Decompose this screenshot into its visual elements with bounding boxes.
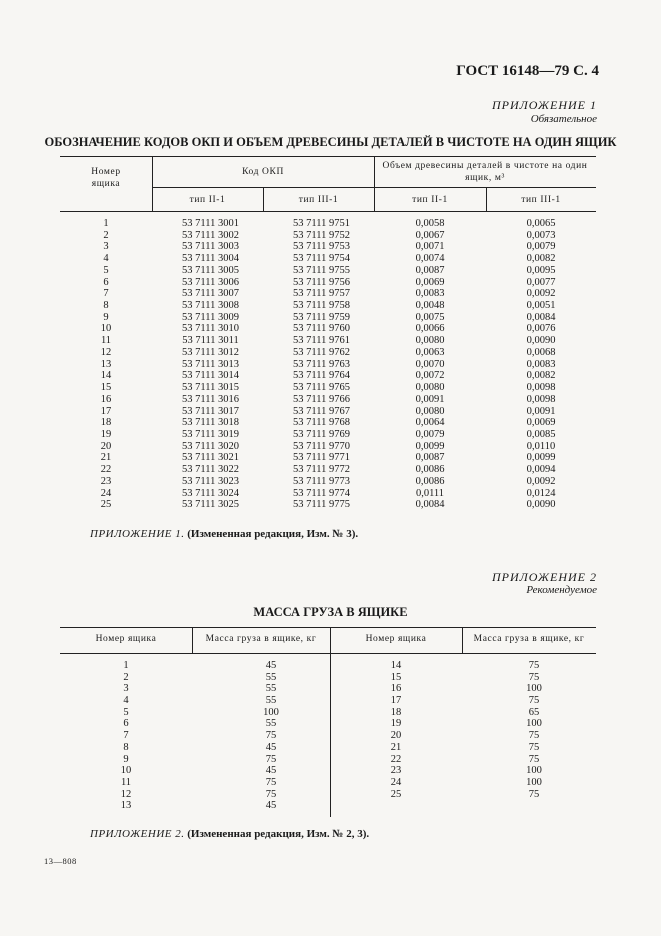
- table-cell: 53 7111 3010: [182, 323, 239, 335]
- document-reference: ГОСТ 16148—79 С. 4: [456, 63, 599, 79]
- table-cell: 100: [526, 765, 542, 777]
- table-cell: 10: [120, 765, 132, 777]
- table-cell: 53 7111 9758: [293, 300, 350, 312]
- table-cell: 0,0084: [526, 311, 556, 323]
- header-wood-volume: [374, 160, 596, 184]
- table-cell: 10: [100, 323, 112, 335]
- table-cell: 53 7111 9763: [293, 358, 350, 370]
- table-cell: 0,0094: [526, 464, 556, 476]
- subheader-okp-type3: тип III-1: [298, 195, 339, 205]
- table-cell: 18: [100, 417, 112, 429]
- column-mass-right: [462, 660, 596, 800]
- table-cell: 19: [390, 718, 402, 730]
- table-cell: 100: [526, 718, 542, 730]
- appendix-2-title: МАССА ГРУЗА В ЯЩИКЕ: [253, 605, 408, 619]
- table-cell: 0,0048: [415, 300, 445, 312]
- table-cell: 53 7111 9771: [293, 452, 350, 464]
- table-cell: 5: [103, 264, 109, 276]
- table-cell: 0,0099: [526, 452, 556, 464]
- table-cell: 7: [103, 288, 109, 300]
- subheader-volume-type3: тип III-1: [521, 195, 561, 205]
- table-cell: 23: [100, 475, 112, 487]
- table-cell: 75: [528, 741, 540, 753]
- table-cell: 0,0079: [526, 241, 556, 253]
- page-footer-mark: 13—808: [44, 856, 77, 866]
- subheader-okp-type2: тип II-1: [189, 195, 226, 205]
- table-cell: 25: [390, 788, 402, 800]
- table-cell: 53 7111 9773: [293, 475, 350, 487]
- appendix-2-status: Рекомендуемое: [526, 584, 597, 596]
- table-cell: 23: [390, 765, 402, 777]
- table-cell: 53 7111 3021: [182, 452, 239, 464]
- table-cell: 100: [263, 706, 279, 718]
- table-cell: 16: [100, 393, 112, 405]
- table-cell: 0,0087: [415, 264, 445, 276]
- table-cell: 13: [100, 358, 112, 370]
- note-text: (Измененная редакция, Изм. № 2, 3).: [187, 828, 370, 840]
- header-cell: ящик, м³: [465, 173, 505, 183]
- table-cell: 53 7111 3003: [182, 241, 239, 253]
- table-cell: 53 7111 3017: [182, 405, 239, 417]
- table-cell: 53 7111 3006: [182, 276, 239, 288]
- table-cell: 75: [528, 730, 540, 742]
- table-cell: 15: [390, 671, 402, 683]
- table-cell: 0,0083: [415, 288, 445, 300]
- table-cell: 0,0099: [415, 440, 445, 452]
- table-cell: 75: [265, 753, 277, 765]
- table-cell: 14: [100, 370, 112, 382]
- table-cell: 53 7111 9761: [293, 335, 350, 347]
- table-cell: 53 7111 3024: [182, 487, 239, 499]
- table-cell: 0,0098: [526, 393, 556, 405]
- header-box-number: [60, 166, 152, 190]
- subheader-volume-type2: тип II-1: [412, 195, 448, 205]
- column-box-number: [60, 218, 152, 511]
- table-cell: 13: [120, 800, 132, 812]
- table-cell: 53 7111 3018: [182, 417, 239, 429]
- table-cell: 53 7111 3020: [182, 440, 239, 452]
- table-cell: 53 7111 3013: [182, 358, 239, 370]
- table-cell: 4: [123, 695, 129, 707]
- table-rule: [60, 653, 596, 654]
- table-cell: 6: [103, 276, 109, 288]
- note-label: ПРИЛОЖЕНИЕ 1.: [90, 528, 185, 540]
- header-cell: ящика: [91, 179, 121, 189]
- column-mass-left: [192, 660, 330, 812]
- table-cell: 22: [390, 753, 402, 765]
- table-rule: [60, 627, 596, 628]
- appendix-2-note: [90, 828, 369, 840]
- table-cell: 53 7111 3012: [182, 346, 239, 358]
- header-cell: Номер: [91, 167, 121, 177]
- table-cell: 0,0063: [415, 346, 445, 358]
- table-cell: 19: [100, 428, 112, 440]
- table-cell: 53 7111 9759: [293, 311, 350, 323]
- table-cell: 0,0087: [415, 452, 445, 464]
- column-volume-type3: [486, 218, 596, 511]
- table-cell: 0,0082: [526, 370, 556, 382]
- table-cell: 0,0071: [415, 241, 445, 253]
- table-cell: 0,0083: [526, 358, 556, 370]
- table-cell: 53 7111 9774: [293, 487, 350, 499]
- table-cell: 0,0080: [415, 405, 445, 417]
- table-cell: 0,0095: [526, 264, 556, 276]
- table-cell: 15: [100, 382, 112, 394]
- table-cell: 2: [103, 229, 109, 241]
- table-cell: 75: [528, 660, 540, 671]
- table-cell: 53 7111 3016: [182, 393, 239, 405]
- table-cell: 18: [390, 706, 402, 718]
- appendix-1-label: ПРИЛОЖЕНИЕ 1: [492, 98, 597, 112]
- table-cell: 100: [526, 776, 542, 788]
- table-cell: 9: [123, 753, 129, 765]
- table-cell: 0,0124: [526, 487, 556, 499]
- column-okp-type2: [152, 218, 263, 511]
- table-cell: 75: [265, 730, 277, 742]
- table-cell: 8: [103, 300, 109, 312]
- table-cell: 0,0084: [415, 499, 445, 511]
- table-cell: 0,0069: [526, 417, 556, 429]
- table-cell: 75: [265, 788, 277, 800]
- table-cell: 0,0111: [415, 487, 445, 499]
- table-cell: 53 7111 9767: [293, 405, 350, 417]
- table-cell: 45: [265, 741, 277, 753]
- table-cell: 53 7111 9757: [293, 288, 350, 300]
- table-cell: 0,0077: [526, 276, 556, 288]
- table-cell: 1: [123, 660, 129, 671]
- table-cell: 53 7111 9768: [293, 417, 350, 429]
- table-cell: 0,0070: [415, 358, 445, 370]
- table-cell: 53 7111 9769: [293, 428, 350, 440]
- table-cell: 55: [265, 683, 277, 695]
- table-cell: 6: [123, 718, 129, 730]
- table-cell: 53 7111 9762: [293, 346, 350, 358]
- table-cell: 65: [528, 706, 540, 718]
- table-cell: 53 7111 9756: [293, 276, 350, 288]
- table-cell: 55: [265, 695, 277, 707]
- table-cell: 0,0090: [526, 335, 556, 347]
- table-cell: 2: [123, 671, 129, 683]
- table-cell: 53 7111 3022: [182, 464, 239, 476]
- table-cell: 0,0066: [415, 323, 445, 335]
- table-cell: 0,0074: [415, 253, 445, 265]
- header-box-number-right: Номер ящика: [365, 634, 427, 644]
- table-cell: 7: [123, 730, 129, 742]
- table-cell: 8: [123, 741, 129, 753]
- table-cell: 3: [123, 683, 129, 695]
- table-rule: [60, 156, 596, 157]
- table-cell: 21: [390, 741, 402, 753]
- table-cell: 53 7111 9766: [293, 393, 350, 405]
- table-cell: 53 7111 3009: [182, 311, 239, 323]
- header-mass-right: Масса груза в ящике, кг: [473, 634, 585, 644]
- table-cell: 0,0076: [526, 323, 556, 335]
- table-cell: 0,0067: [415, 229, 445, 241]
- appendix-2-label: ПРИЛОЖЕНИЕ 2: [492, 570, 597, 584]
- table-cell: 45: [265, 765, 277, 777]
- table-cell: 0,0051: [526, 300, 556, 312]
- table-cell: 0,0091: [415, 393, 445, 405]
- table-cell: 12: [120, 788, 132, 800]
- header-mass-left: Масса груза в ящике, кг: [205, 634, 317, 644]
- table-cell: 0,0073: [526, 229, 556, 241]
- table-cell: 0,0075: [415, 311, 445, 323]
- header-box-number-left: Номер ящика: [95, 634, 157, 644]
- column-okp-type3: [263, 218, 374, 511]
- table-cell: 53 7111 3025: [182, 499, 239, 511]
- table-cell: 75: [528, 695, 540, 707]
- table-cell: 53 7111 3015: [182, 382, 239, 394]
- table-cell: 9: [103, 311, 109, 323]
- table-cell: 53 7111 9770: [293, 440, 350, 452]
- table-cell: 0,0068: [526, 346, 556, 358]
- table-cell: 100: [526, 683, 542, 695]
- table-cell: 0,0090: [526, 499, 556, 511]
- appendix-1-title: ОБОЗНАЧЕНИЕ КОДОВ ОКП И ОБЪЕМ ДРЕВЕСИНЫ ДЕТАЛЕЙ В ЧИСТОТЕ НА ОДИН ЯЩИК: [44, 135, 617, 149]
- table-cell: 0,0086: [415, 475, 445, 487]
- table-cell: 0,0082: [526, 253, 556, 265]
- table-cell: 53 7111 9764: [293, 370, 350, 382]
- column-box-number-left: [60, 660, 192, 812]
- table-cell: 0,0091: [526, 405, 556, 417]
- table-cell: 53 7111 9755: [293, 264, 350, 276]
- table-cell: 0,0085: [526, 428, 556, 440]
- table-cell: 75: [265, 776, 277, 788]
- table-cell: 25: [100, 499, 112, 511]
- table-cell: 75: [528, 671, 540, 683]
- table-cell: 53 7111 9752: [293, 229, 350, 241]
- header-okp-code: Код ОКП: [242, 167, 284, 177]
- table-cell: 0,0080: [415, 382, 445, 394]
- table-cell: 4: [103, 253, 109, 265]
- table-cell: 53 7111 9751: [293, 218, 350, 229]
- table-cell: 53 7111 3014: [182, 370, 239, 382]
- table-cell: 0,0080: [415, 335, 445, 347]
- table-cell: 53 7111 9754: [293, 253, 350, 265]
- note-text: (Измененная редакция, Изм. № 3).: [187, 528, 359, 540]
- table-cell: 53 7111 3002: [182, 229, 239, 241]
- column-volume-type2: [374, 218, 486, 511]
- table-cell: 53 7111 3004: [182, 253, 239, 265]
- table-cell: 0,0086: [415, 464, 445, 476]
- table-cell: 53 7111 3007: [182, 288, 239, 300]
- table-cell: 20: [100, 440, 112, 452]
- table-cell: 1: [103, 218, 109, 229]
- table-cell: 0,0092: [526, 475, 556, 487]
- header-cell: Объем древесины деталей в чистоте на один: [382, 161, 588, 171]
- table-cell: 75: [528, 753, 540, 765]
- table-cell: 53 7111 9775: [293, 499, 350, 511]
- table-cell: 45: [265, 800, 277, 812]
- table-cell: 53 7111 9760: [293, 323, 350, 335]
- table-cell: 14: [390, 660, 402, 671]
- table-cell: 5: [123, 706, 129, 718]
- table-cell: 22: [100, 464, 112, 476]
- table-cell: 16: [390, 683, 402, 695]
- table-cell: 53 7111 3008: [182, 300, 239, 312]
- table-cell: 17: [390, 695, 402, 707]
- table-cell: 53 7111 9753: [293, 241, 350, 253]
- table-cell: 55: [265, 671, 277, 683]
- table-cell: 75: [528, 788, 540, 800]
- table-cell: 17: [100, 405, 112, 417]
- table-cell: 0,0098: [526, 382, 556, 394]
- table-cell: 53 7111 3001: [182, 218, 239, 229]
- table-cell: 45: [265, 660, 277, 671]
- column-box-number-right: [330, 660, 462, 800]
- table-cell: 53 7111 9765: [293, 382, 350, 394]
- note-label: ПРИЛОЖЕНИЕ 2.: [90, 828, 185, 840]
- table-cell: 0,0065: [526, 218, 556, 229]
- table-cell: 3: [103, 241, 109, 253]
- table-cell: 55: [265, 718, 277, 730]
- table-cell: 53 7111 9772: [293, 464, 350, 476]
- table-cell: 53 7111 3005: [182, 264, 239, 276]
- appendix-1-note: [90, 528, 358, 540]
- table-cell: 53 7111 3011: [182, 335, 239, 347]
- table-cell: 0,0058: [415, 218, 445, 229]
- table-cell: 0,0069: [415, 276, 445, 288]
- table-cell: 11: [120, 776, 132, 788]
- table-cell: 0,0064: [415, 417, 445, 429]
- table-cell: 53 7111 3023: [182, 475, 239, 487]
- table-cell: 53 7111 3019: [182, 428, 239, 440]
- table-cell: 11: [100, 335, 112, 347]
- table-rule: [60, 211, 596, 212]
- table-cell: 12: [100, 346, 112, 358]
- appendix-1-status: Обязательное: [530, 113, 597, 125]
- table-cell: 24: [390, 776, 402, 788]
- table-cell: 24: [100, 487, 112, 499]
- table-cell: 0,0072: [415, 370, 445, 382]
- table-cell: 0,0110: [526, 440, 556, 452]
- table-cell: 0,0092: [526, 288, 556, 300]
- table-cell: 20: [390, 730, 402, 742]
- table-cell: 21: [100, 452, 112, 464]
- table-cell: 0,0079: [415, 428, 445, 440]
